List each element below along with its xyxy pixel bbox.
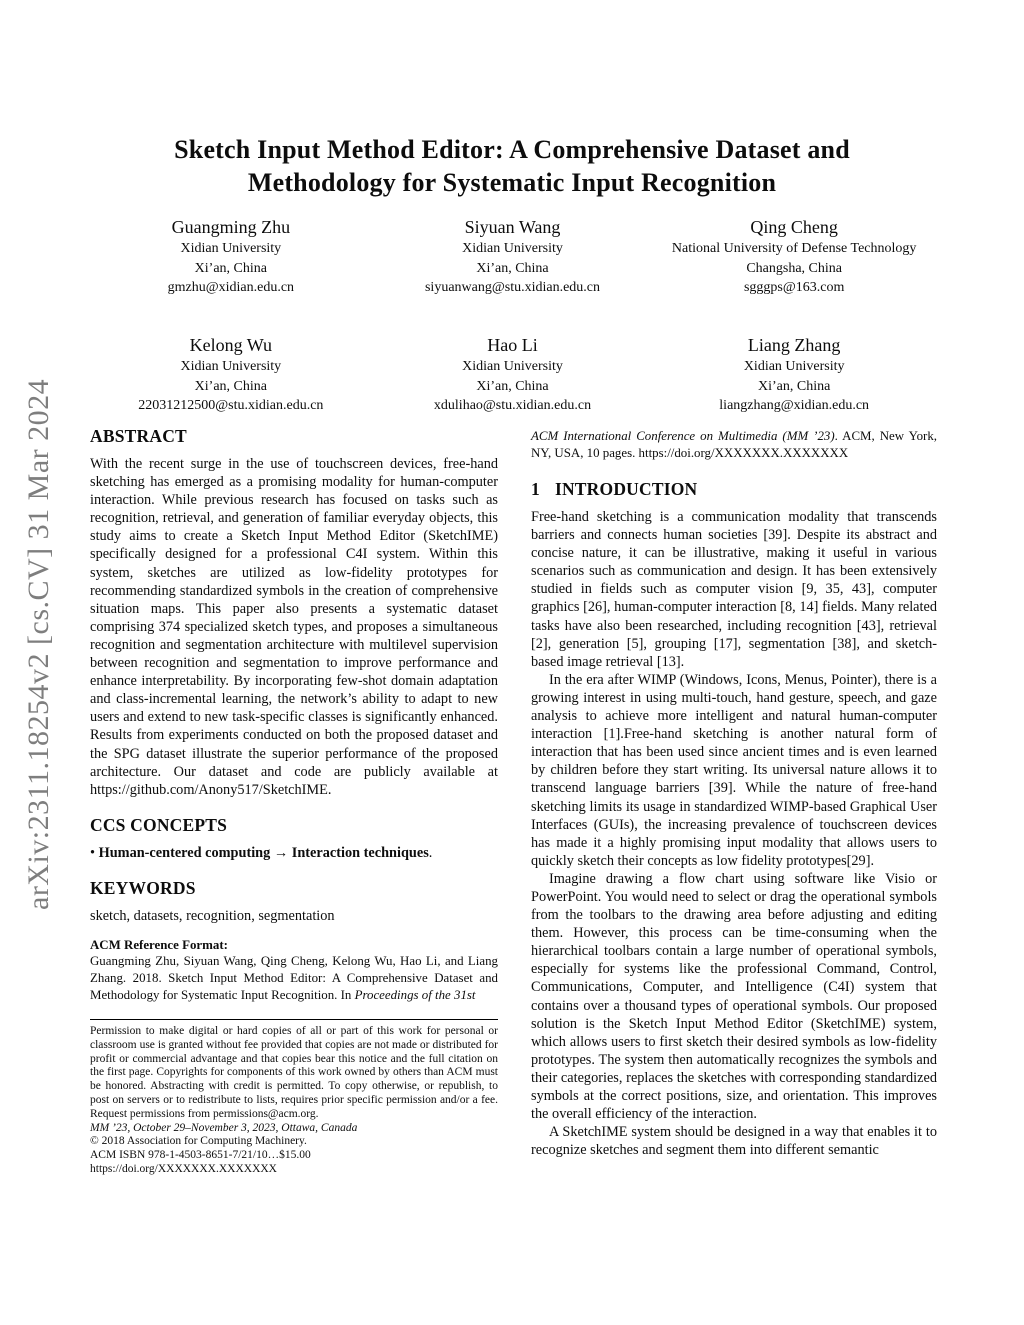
citation-italic: ACM International Conference on Multimedia (MM ’23): [531, 429, 835, 443]
author-name: Siyuan Wang: [464, 217, 561, 237]
author-email: xdulihao@stu.xidian.edu.cn: [433, 398, 592, 413]
ccs-technique: Interaction techniques: [291, 844, 429, 861]
author-email: gmzhu@xidian.edu.cn: [167, 280, 295, 295]
abstract-text: With the recent surge in the use of touchscreen devices, free-hand sketching has emerged as a promising modality for human-computer interaction. While previous research has focused on tasks such as recognition, retrieval, and generation of familiar everyday objects, this study aims to create a Sketch Input Method Editor (SketchIME) specifically designed for a professional C4I system. Within this system, sketches are utilized as low-fidelity prototypes for recommending standardized symbols in the creation of comprehensive situation maps. This paper also presents a systematic dataset comprising 374 specialized sketch types, and proposes a simultaneous recognition and segmentation architecture with multilevel supervision between recognition and segmentation to improve performance and enhance interpretability. By incorporating few-shot domain adaptation and class-incremental learning, the network’s ability to adapt to new users and extend to new task-specific classes is significantly enhanced. Results from experiments conducted on both the proposed dataset and the SPG dataset illustrate the superior performance of the proposed architecture. Our dataset and code are publicly available at https://github.com/Anony517/SketchIME.: [90, 456, 498, 798]
permission-block: [90, 1025, 498, 1177]
author-name: Qing Cheng: [750, 217, 838, 237]
author-block-6: [653, 333, 935, 416]
author-email: liangzhang@xidian.edu.cn: [719, 398, 870, 413]
authors-row-1: [90, 215, 935, 298]
acm-reference-italic: Proceedings of the 31st: [354, 987, 476, 1002]
author-email: 22031212500@stu.xidian.edu.cn: [138, 398, 324, 413]
author-inner: [665, 215, 923, 298]
ccs-period: .: [428, 844, 433, 861]
isbn-line: ACM ISBN 978-1-4503-8651-7/21/10…$15.00: [90, 1149, 311, 1162]
introduction-paragraph-4: A SketchIME system should be designed in a way that enables it to recognize sketches and segment them into different semantic: [531, 1124, 937, 1159]
author-affiliation: Xidian University: [462, 241, 563, 256]
permission-text: Permission to make digital or hard copies of all or part of this work for personal or classroom use is granted without fee provided that copies are not made or distributed for profit or commercial advantage and that copies bear this notice and the full citation on the first page. Copyrights for components of this work owned by others than ACM must be honored. Abstracting with credit is permitted. To copy otherwise, or republish, to post on servers or to redistribute to lists, requires prior specific permission and/or a fee. Request permissions from permissions@acm.org.: [90, 1024, 498, 1120]
copyright-line: © 2018 Association for Computing Machinery.: [90, 1135, 307, 1148]
keywords-text: sketch, datasets, recognition, segmentation: [90, 907, 335, 924]
author-city: Xi’an, China: [758, 378, 831, 394]
right-column: [531, 428, 937, 1159]
author-name: Liang Zhang: [747, 335, 841, 355]
author-affiliation: Xidian University: [743, 359, 845, 374]
author-name: Guangming Zhu: [171, 217, 291, 237]
conference-line: [90, 1122, 498, 1136]
author-city: Xi’an, China: [476, 378, 549, 394]
paper-title-line1: Sketch Input Method Editor: A Comprehensive Dataset and: [174, 135, 850, 164]
abstract-heading: ABSTRACT: [90, 426, 187, 446]
ccs-heading: CCS CONCEPTS: [90, 814, 228, 835]
author-email: siyuanwang@stu.xidian.edu.cn: [424, 280, 601, 295]
authors-row-2: [90, 333, 935, 416]
acm-reference-heading: ACM Reference Format:: [90, 937, 228, 952]
author-affiliation: Xidian University: [180, 241, 282, 256]
author-inner: [102, 333, 360, 416]
author-inner: [384, 333, 642, 416]
author-city: Xi’an, China: [476, 260, 549, 276]
footnote-rule: [90, 1019, 498, 1020]
author-name: Hao Li: [487, 335, 538, 355]
author-block-2: [372, 215, 654, 298]
author-city: Xi’an, China: [194, 260, 267, 276]
paper-title: [0, 133, 1024, 199]
author-city: Xi’an, China: [194, 378, 267, 394]
author-affiliation: Xidian University: [180, 359, 282, 374]
doi-line: https://doi.org/XXXXXXX.XXXXXXX: [90, 1162, 277, 1175]
ccs-arrow: →: [273, 844, 289, 861]
section-title: INTRODUCTION: [554, 479, 698, 499]
author-inner: [665, 333, 923, 416]
author-block-4: [90, 333, 372, 416]
section-number: 1: [531, 479, 540, 499]
ccs-concepts-line: [90, 844, 498, 862]
left-column: [90, 425, 498, 1177]
introduction-paragraph-3: Imagine drawing a flow chart using software like Visio or PowerPoint. You would need to select or drag the operational symbols from the toolbars to the drawing area before adjusting and editing them. However, this process can be time-consuming when the hierarchical toolbars contain a large number of operational symbols, especially for systems like the professional Command, Control, Communications, Computer, and Intelligence (C4I) system that contains over a thousand types of operational symbols. Our proposed solution is the Sketch Input Method Editor (SketchIME) system, which allows users to first sketch their desired symbols as low-fidelity prototypes. The system then automatically recognizes the symbols and their categories, replaces the sketches with corresponding standardized symbols at the correct positions, size, and orientation. This improves the overall efficiency of the interaction.: [531, 870, 937, 1123]
author-block-3: [653, 215, 935, 298]
conference-line-italic: MM ’23, October 29–November 3, 2023, Ottawa, Canada: [90, 1121, 358, 1134]
author-block-1: [90, 215, 372, 298]
acm-reference-text: [90, 953, 498, 1004]
ccs-concept: Human-centered computing: [98, 844, 271, 861]
paper-title-line2: Methodology for Systematic Input Recognition: [247, 168, 777, 197]
author-city: Changsha, China: [746, 260, 842, 276]
author-affiliation: Xidian University: [462, 359, 563, 374]
author-affiliation: National University of Defense Technology: [671, 241, 917, 256]
author-inner: [384, 215, 642, 298]
author-name: Kelong Wu: [189, 335, 273, 355]
introduction-paragraph-1: Free-hand sketching is a communication modality that transcends barriers and connects human societies [39]. Despite its abstract and concise nature, it can be illustrative, making it useful in various scenarios such as communication and design. It has been extensively studied in fields such as computer vision [9, 35, 43], computer graphics [26], human-computer interaction [8, 14] fields. Many related tasks have also been researched, including recognition [43], retrieval [2], generation [5], grouping [17], segmentation [38], and sketch-based image retrieval [13].: [531, 509, 937, 670]
arxiv-watermark: arXiv:2311.18254v2 [cs.CV] 31 Mar 2024: [22, 378, 55, 910]
introduction-heading: [531, 478, 937, 500]
author-block-5: [372, 333, 654, 416]
ccs-bullet: •: [90, 844, 96, 861]
author-inner: [102, 215, 360, 298]
keywords-heading: KEYWORDS: [90, 877, 196, 898]
citation-continuation: [531, 428, 937, 462]
citation-rest: . ACM, New York, NY, USA, 10 pages. https://doi.org/XXXXXXX.XXXXXXX: [531, 429, 937, 460]
introduction-paragraph-2: In the era after WIMP (Windows, Icons, Menus, Pointer), there is a growing interest in using multi-touch, hand gesture, speech, and gaze analysis to achieve more intelligent and natural human-computer interaction [1].Free-hand sketching is another natural form of interaction that has been used since ancient times and is even learned by children before they start writing. Its universal nature allows it to transcend language barriers [39]. While the nature of free-hand sketching limits its usage in standardized WIMP-based Graphical User Interfaces (GUIs), the increasing prevalence of touchscreen devices has made it a highly promising input modality that allows users to quickly sketch their concepts as low fidelity prototypes[29].: [531, 671, 937, 869]
author-email: sgggps@163.com: [743, 280, 845, 295]
acm-reference-body: Guangming Zhu, Siyuan Wang, Qing Cheng, Kelong Wu, Hao Li, and Liang Zhang. 2018. Sketch Input Method Editor: A Comprehensive Dataset and Methodology for Systematic Input Recognition. In: [90, 953, 498, 1002]
